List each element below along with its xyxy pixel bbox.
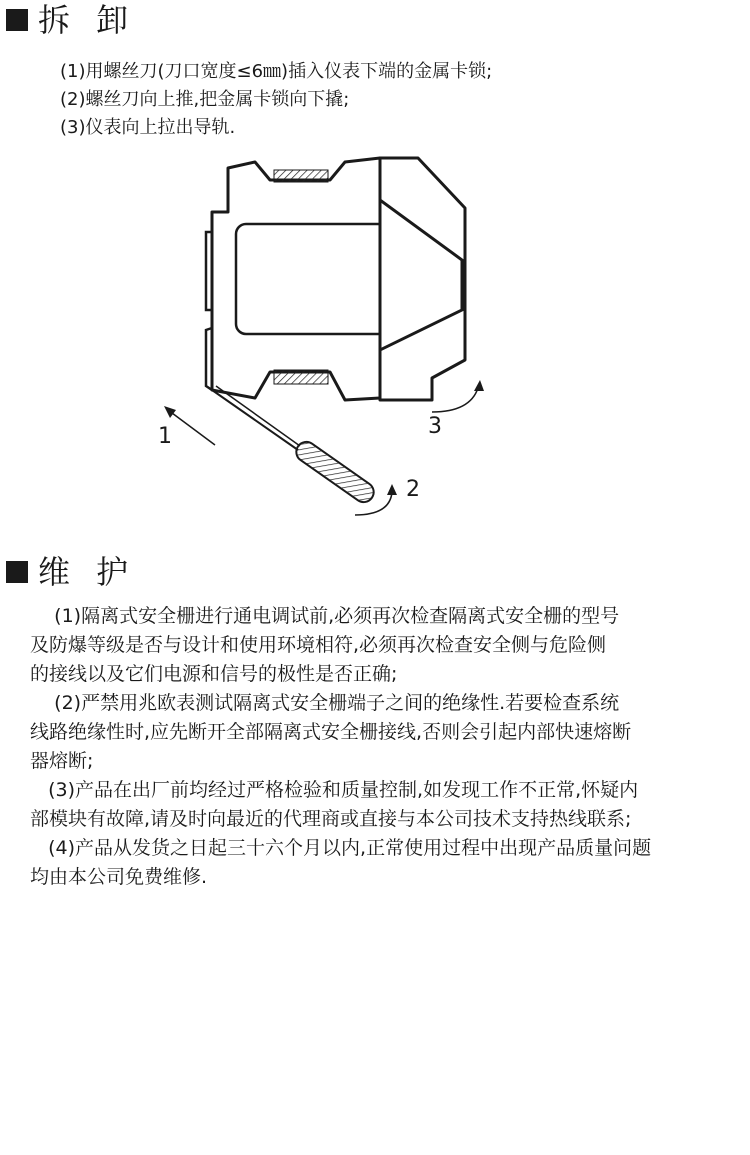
device-illustration xyxy=(150,150,510,530)
maintenance-line: (4)产品从发货之日起三十六个月以内,正常使用过程中出现产品质量问题 xyxy=(30,837,652,859)
disassembly-diagram xyxy=(150,150,510,534)
arrow-1-icon xyxy=(168,410,215,445)
arrow-3-icon xyxy=(432,388,478,412)
maintenance-heading xyxy=(6,553,137,591)
top-terminal xyxy=(274,170,328,182)
maintenance-line: 部模块有故障,请及时向最近的代理商或直接与本公司技术支持热线联系; xyxy=(30,808,632,830)
disassembly-steps xyxy=(60,58,492,142)
maintenance-line: 及防爆等级是否与设计和使用环境相符,必须再次检查安全侧与危险侧 xyxy=(30,634,607,656)
figure-label-3: 3 xyxy=(428,414,442,439)
maintenance-line: 的接线以及它们电源和信号的极性是否正确; xyxy=(30,663,398,685)
maintenance-line: 均由本公司免费维修. xyxy=(30,866,208,888)
bottom-terminal xyxy=(274,370,328,384)
square-bullet-icon xyxy=(6,561,28,583)
step-1: (1)用螺丝刀(刀口宽度≤6㎜)插入仪表下端的金属卡锁; xyxy=(60,61,493,82)
square-bullet-icon xyxy=(6,9,28,31)
step-3: (3)仪表向上拉出导轨. xyxy=(60,117,236,138)
disassembly-title: 拆 卸 xyxy=(38,1,137,39)
maintenance-line: (1)隔离式安全栅进行通电调试前,必须再次检查隔离式安全栅的型号 xyxy=(30,605,620,627)
maintenance-line: 器熔断; xyxy=(30,750,94,772)
maintenance-line: (3)产品在出厂前均经过严格检验和质量控制,如发现工作不正常,怀疑内 xyxy=(30,779,639,801)
maintenance-line: (2)严禁用兆欧表测试隔离式安全栅端子之间的绝缘性.若要检查系统 xyxy=(30,692,620,714)
disassembly-heading xyxy=(6,1,137,39)
screwdriver-handle xyxy=(292,438,377,506)
figure-label-1: 1 xyxy=(158,424,172,449)
step-2: (2)螺丝刀向上推,把金属卡锁向下撬; xyxy=(60,89,350,110)
front-label-panel xyxy=(236,224,388,334)
maintenance-title: 维 护 xyxy=(38,553,137,591)
figure-label-2: 2 xyxy=(406,477,420,502)
maintenance-line: 线路绝缘性时,应先断开全部隔离式安全栅接线,否则会引起内部快速熔断 xyxy=(30,721,632,743)
maintenance-text xyxy=(30,602,750,892)
right-housing-outline xyxy=(380,158,465,400)
